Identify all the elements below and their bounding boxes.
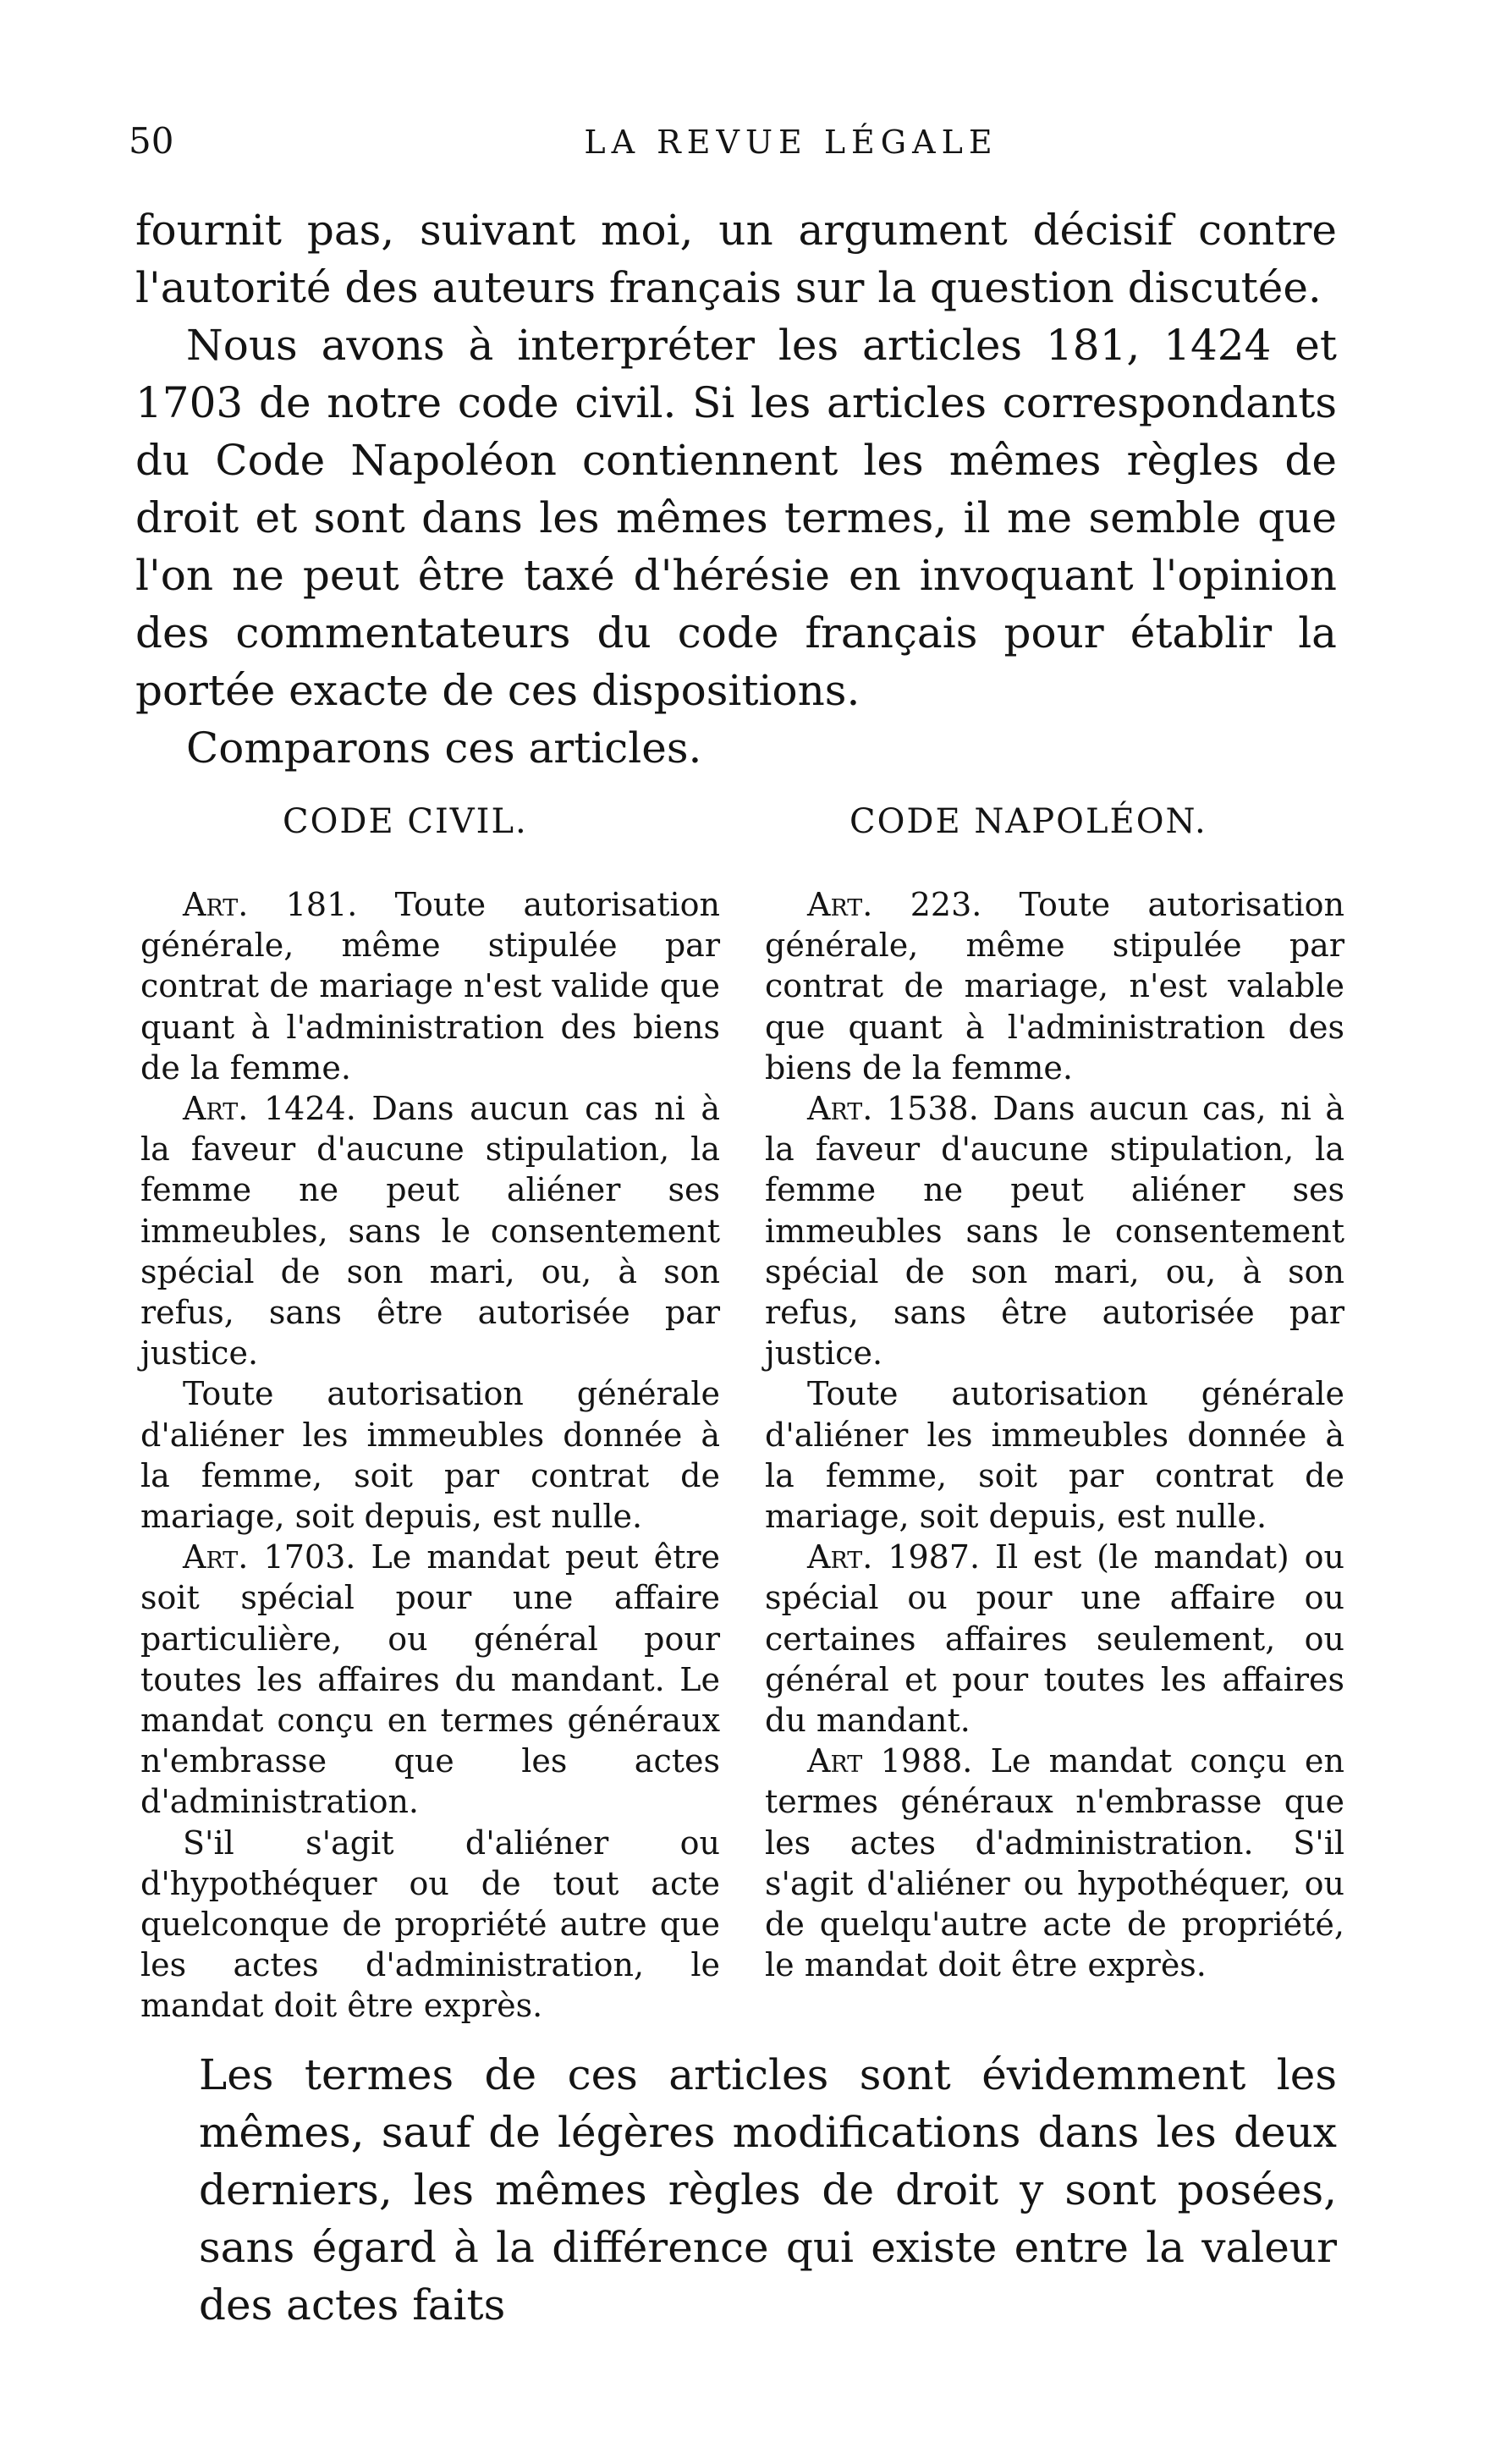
article-text: 1988. Le mandat conçu en termes généraux n'embrasse que les actes d'administration. S'il s'agit d'aliéner ou hypothéquer, ou de quelqu'autre acte de propriété, le mandat doit être exprès. xyxy=(765,1742,1344,1984)
code-napoleon-column xyxy=(765,884,1344,1985)
article-text: 1424. Dans aucun cas ni à la faveur d'aucune stipulation, la femme ne peut aliéner ses immeubles, sans le consentement spécial de son mari, ou, à son refus, sans être autorisée par justice. xyxy=(140,1090,720,1373)
article-label: Art. xyxy=(183,1538,249,1576)
intro-text xyxy=(135,201,1337,777)
article-1703 xyxy=(140,1537,720,1822)
article-label: Art. xyxy=(807,1090,873,1128)
article-1538-second-paragraph: Toute autorisation générale d'aliéner les immeubles donnée à la femme, soit par contrat de mariage, soit depuis, est nulle. xyxy=(765,1375,1344,1536)
article-181 xyxy=(140,884,720,1088)
article-label: Art. xyxy=(183,886,249,923)
article-text: 181. Toute autorisation générale, même stipulée par contrat de mariage n'est valide que quant à l'administration des biens de la femme. xyxy=(140,886,720,1086)
article-label: Art. xyxy=(807,886,873,923)
article-text: 1703. Le mandat peut être soit spécial pour une affaire particulière, ou général pour toutes les affaires du mandant. Le mandat conçu en termes généraux n'embrasse que les actes d'administration. xyxy=(140,1538,720,1821)
page-number: 50 xyxy=(129,120,174,162)
article-1703-second-paragraph: S'il s'agit d'aliéner ou d'hypothéquer ou de tout acte quelconque de propriété autre que les actes d'administration, le mandat doit être exprès. xyxy=(140,1824,720,2025)
article-text: 223. Toute autorisation générale, même stipulée par contrat de mariage, n'est valable que quant à l'administration des biens de la femme. xyxy=(765,886,1344,1086)
intro-paragraph-articles: Nous avons à interpréter les articles 181, 1424 et 1703 de notre code civil. Si les articles correspondants du Code Napoléon contiennent les mêmes règles de droit et sont dans les mêmes termes, il me semble que l'on ne peut être taxé d'hérésie en invoquant l'opinion des commentateurs du code français pour établir la portée exacte de ces dispositions. xyxy=(135,321,1337,715)
running-head xyxy=(127,120,1345,171)
article-1424-second-paragraph: Toute autorisation générale d'aliéner les immeubles donnée à la femme, soit par contrat de mariage, soit depuis, est nulle. xyxy=(140,1375,720,1536)
article-label: Art. xyxy=(183,1090,249,1128)
article-1987 xyxy=(765,1537,1344,1741)
code-civil-heading: CODE CIVIL. xyxy=(283,802,528,841)
article-text: 1538. Dans aucun cas, ni à la faveur d'aucune stipulation, la femme ne peut aliéner ses immeubles sans le consentement spécial de son mari, ou, à son refus, sans être autorisée par justice. xyxy=(765,1090,1344,1373)
article-label: Art xyxy=(807,1742,863,1780)
code-civil-column xyxy=(140,884,720,2027)
journal-title: LA REVUE LÉGALE xyxy=(584,124,998,161)
article-label: Art. xyxy=(807,1538,873,1576)
article-1424 xyxy=(140,1088,720,1373)
article-text: 1987. Il est (le mandat) ou spécial ou pour une affaire ou certaines affaires seulement, ou général et pour toutes les affaires du mandant. xyxy=(765,1538,1344,1740)
article-223 xyxy=(765,884,1344,1088)
code-napoleon-heading: CODE NAPOLÉON. xyxy=(849,802,1207,841)
article-1538 xyxy=(765,1088,1344,1373)
closing-paragraph: Les termes de ces articles sont évidemment les mêmes, sauf de légères modifications dans les deux derniers, les mêmes règles de droit y sont posées, sans égard à la différence qui existe entre la valeur des actes faits xyxy=(199,2050,1337,2330)
intro-paragraph-continued: fournit pas, suivant moi, un argument décisif contre l'autorité des auteurs français sur la question discutée. xyxy=(135,206,1337,312)
closing-text xyxy=(199,2046,1337,2334)
article-1988 xyxy=(765,1741,1344,1985)
intro-paragraph-compare: Comparons ces articles. xyxy=(186,723,702,773)
